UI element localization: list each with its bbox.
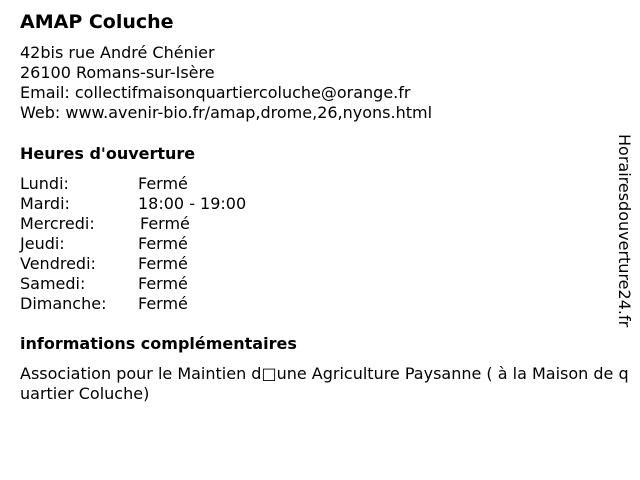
address-block (20, 43, 432, 123)
email-line[interactable]: Email: collectifmaisonquartiercoluche@orange.fr (20, 83, 411, 102)
watermark (610, 134, 638, 346)
hours-day-label: Mardi: (20, 194, 70, 213)
hours-day-label: Lundi: (20, 174, 69, 193)
watermark-text: Horairesdouverture24.fr (615, 134, 634, 328)
street-address: 42bis rue André Chénier (20, 43, 215, 62)
hours-value: Fermé (138, 274, 188, 293)
hours-value: Fermé (138, 234, 188, 253)
hours-value: Fermé (138, 294, 188, 313)
hours-day-label: Jeudi: (20, 234, 65, 253)
hours-day-label: Mercredi: (20, 214, 95, 233)
hours-day-label: Vendredi: (20, 254, 96, 273)
web-line[interactable]: Web: www.avenir-bio.fr/amap,drome,26,nyons.html (20, 103, 433, 122)
hours-value: Fermé (138, 254, 188, 273)
hours-value: Fermé (138, 174, 188, 193)
city-line: 26100 Romans-sur-Isère (20, 63, 215, 82)
info-heading: informations complémentaires (20, 334, 297, 353)
hours-heading: Heures d'ouverture (20, 144, 196, 163)
info-text: Association pour le Maintien d□une Agriculture Paysanne ( à la Maison de quartier Coluche) (20, 364, 629, 403)
hours-value: 18:00 - 19:00 (138, 194, 247, 213)
hours-value: Fermé (140, 214, 190, 233)
hours-day-label: Samedi: (20, 274, 86, 293)
page-title: AMAP Coluche (20, 11, 174, 33)
hours-day-label: Dimanche: (20, 294, 107, 313)
